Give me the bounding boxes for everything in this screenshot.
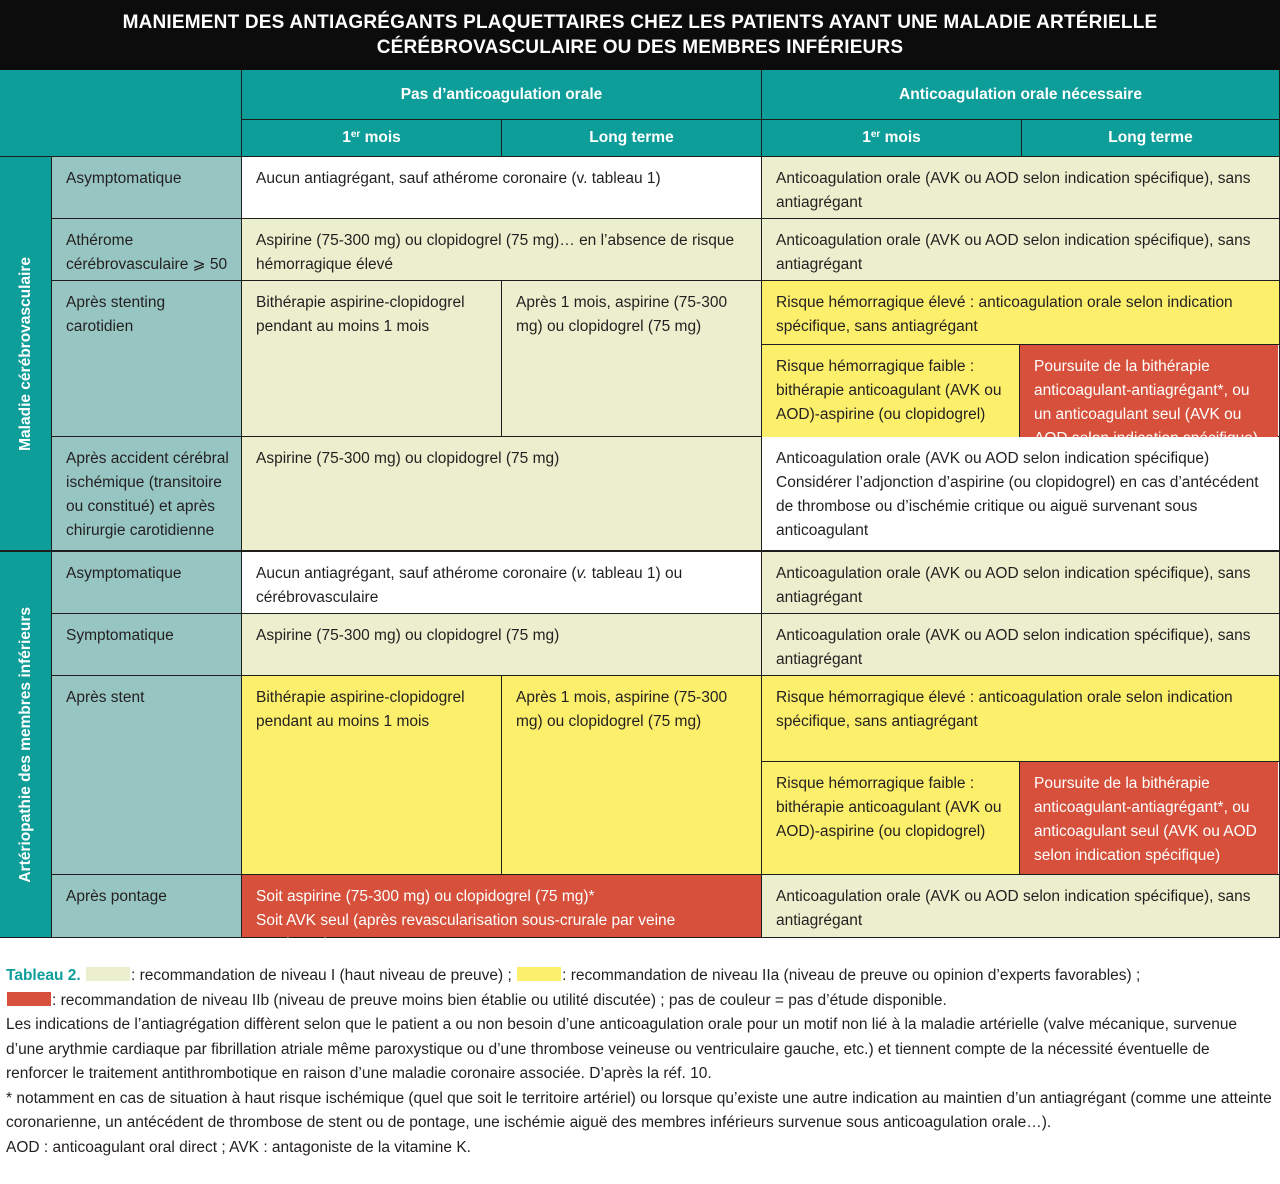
- legend-line-1: [6, 964, 1274, 989]
- cell-low-risk-long-term: Poursuite de la bithérapie anticoagulant-antiagrégant*, ou un anticoagulant seul (AVK ou: [1020, 345, 1278, 457]
- header-long-term-2: Long terme: [1022, 120, 1280, 157]
- corner-header: [0, 70, 242, 157]
- cell-anticoag: [762, 437, 1280, 552]
- row-label: Symptomatique: [52, 614, 242, 676]
- caption-footnote: * notamment en cas de situation à haut risque ischémique (quel que soit le territoire artériel) ou lorsque qu’existe une autre indication au maintien d’un antiagrégant (comme une atteinte coronarienne, un antécédent de thrombose de stent ou de pontage, une ischémie aiguë des membres inférieurs survenue sous anticoagulation orale…).: [6, 1089, 1272, 1131]
- cell-anticoag: Anticoagulation orale (AVK ou AOD selon indication spécifique), sans antiagrégant: [762, 552, 1280, 614]
- cell-anticoag: Anticoagulation orale (AVK ou AOD selon indication spécifique), sans antiagrégant: [762, 614, 1280, 676]
- cell-no-anticoag: Aspirine (75-300 mg) ou clopidogrel (75 mg): [242, 437, 762, 552]
- cell-low-risk-first-month: Risque hémorragique faible : bithérapie anticoagulant (AVK ou AOD)-aspirine (ou clopidogrel): [762, 345, 1020, 457]
- first-month-number: 1: [862, 129, 871, 146]
- section-label-limbs: [0, 552, 52, 938]
- row-label: Après accident cérébral ischémique (transitoire ou constitué) et après chirurgie carotidienne: [52, 437, 242, 552]
- table-title-line-2: CÉRÉBROVASCULAIRE OU DES MEMBRES INFÉRIEURS: [376, 37, 904, 58]
- table-title: [0, 0, 1280, 70]
- header-first-month-1: 1 $^{er}$ mois: [242, 120, 502, 157]
- level-iib-swatch: [7, 992, 51, 1006]
- legend-level-i: : recommandation de niveau I (haut niveau de preuve) ;: [130, 967, 512, 984]
- row-label: Asymptomatique: [52, 157, 242, 219]
- row-label: Asymptomatique: [52, 552, 242, 614]
- cell-first-month: Bithérapie aspirine-clopidogrel pendant au moins 1 mois: [242, 281, 502, 437]
- cell-no-anticoag: Aucun antiagrégant, sauf athérome coronaire (v. tableau 1): [242, 157, 762, 219]
- cell-text-part-1: Aucun antiagrégant, sauf athérome coronaire (: [256, 565, 577, 582]
- cell-long-term: Après 1 mois, aspirine (75-300 mg) ou clopidogrel (75 mg): [502, 676, 762, 875]
- cell-no-anticoag: [242, 552, 762, 614]
- header-long-term-1: Long terme: [502, 120, 762, 157]
- table-title-line-1: MANIEMENT DES ANTIAGRÉGANTS PLAQUETTAIRES CHEZ LES PATIENTS AYANT UNE MALADIE ARTÉRIELLE: [122, 12, 1158, 33]
- cell-high-bleeding-risk: Risque hémorragique élevé : anticoagulation orale selon indication spécifique, sans antiagrégant: [762, 281, 1279, 345]
- cell-anticoag-line-1: Anticoagulation orale (AVK ou AOD selon indication spécifique): [776, 450, 1210, 467]
- row-label: Athérome cérébrovasculaire ⩾ 50: [52, 219, 242, 281]
- recommendation-table: [0, 70, 1280, 958]
- cell-line-1: Soit aspirine (75-300 mg) ou clopidogrel (75 mg)*: [256, 888, 595, 905]
- cell-anticoag: Anticoagulation orale (AVK ou AOD selon indication spécifique), sans antiagrégant: [762, 875, 1280, 938]
- first-month-word: mois: [364, 129, 401, 146]
- first-month-word: mois: [884, 129, 921, 146]
- cell-anticoag-line-2: Considérer l’adjonction d’aspirine (ou clopidogrel) en cas d’antécédent de thrombose ou d’ischémie critique ou aiguë survenant sous anticoagulant: [776, 474, 1259, 539]
- cell-long-term: Après 1 mois, aspirine (75-300 mg) ou clopidogrel (75 mg): [502, 281, 762, 437]
- cell-text-part-2: tableau 1) ou cérébrovasculaire: [256, 565, 683, 606]
- cell-low-risk-long-term: Poursuite de la bithérapie anticoagulant-antiagrégant*, ou anticoagulant seul (AVK ou AOD selon indication spécifique): [1020, 762, 1278, 874]
- cell-anticoag-split: [762, 676, 1280, 875]
- first-month-number: 1: [342, 129, 351, 146]
- cell-line-2: Soit AVK seul (après revascularisation sous-crurale par veine autologue): [256, 912, 676, 953]
- header-no-anticoag: Pas d’anticoagulation orale: [242, 70, 762, 120]
- level-i-swatch: [86, 967, 130, 981]
- table-number: Tableau 2.: [6, 967, 81, 984]
- header-first-month-2: 1 $^{er}$ mois: [762, 120, 1022, 157]
- legend-line-2: [6, 989, 1274, 1014]
- low-risk-split: [762, 762, 1279, 874]
- cell-text-italic-v: v.: [576, 565, 588, 582]
- cell-anticoag: Anticoagulation orale (AVK ou AOD selon indication spécifique), sans antiagrégant: [762, 219, 1280, 281]
- cell-anticoag-split: [762, 281, 1280, 437]
- header-anticoag: Anticoagulation orale nécessaire: [762, 70, 1280, 120]
- cell-anticoag: Anticoagulation orale (AVK ou AOD selon indication spécifique), sans antiagrégant: [762, 157, 1280, 219]
- cell-no-anticoag: Aspirine (75-300 mg) ou clopidogrel (75 mg)… en l’absence de risque hémorragique élevé: [242, 219, 762, 281]
- caption-abbreviations: AOD : anticoagulant oral direct ; AVK : antagoniste de la vitamine K.: [6, 1138, 471, 1156]
- section-label-cerebro-text: Maladie cérébrovasculaire: [16, 256, 34, 451]
- cell-no-anticoag: Aspirine (75-300 mg) ou clopidogrel (75 mg): [242, 614, 762, 676]
- legend-level-iia: : recommandation de niveau IIa (niveau de preuve ou opinion d’experts favorables) ;: [562, 967, 1141, 984]
- row-label: Après stenting carotidien: [52, 281, 242, 437]
- row-label: Après stent: [52, 676, 242, 875]
- cell-no-anticoag: [242, 875, 762, 953]
- level-iia-swatch: [517, 967, 561, 981]
- caption-paragraph-1: Les indications de l’antiagrégation diffèrent selon que le patient a ou non besoin d’une anticoagulation orale pour un motif non lié à la maladie artérielle (valve mécanique, survenue d’une arythmie cardiaque par fibrillation atriale même paroxystique ou d’une thrombose veineuse ou ventriculaire gauche, etc.) et tiennent compte de la nécessité éventuelle de renforcer le traitement antithrombotique en raison d’une maladie coronaire associée. D’après la réf. 10.: [6, 1016, 1238, 1082]
- legend-level-iib: : recommandation de niveau IIb (niveau de preuve moins bien établie ou utilité discutée) ; pas de couleur = pas d’étude disponible.: [52, 991, 947, 1009]
- section-label-cerebro: [0, 157, 52, 552]
- cell-high-bleeding-risk: Risque hémorragique élevé : anticoagulation orale selon indication spécifique, sans antiagrégant: [762, 676, 1279, 762]
- section-label-limbs-text: Artériopathie des membres inférieurs: [16, 606, 34, 883]
- table-caption: [0, 958, 1280, 1160]
- cell-low-risk-first-month: Risque hémorragique faible : bithérapie anticoagulant (AVK ou AOD)-aspirine (ou clopidogrel): [762, 762, 1020, 874]
- cell-first-month: Bithérapie aspirine-clopidogrel pendant au moins 1 mois: [242, 676, 502, 875]
- row-label: Après pontage: [52, 875, 242, 938]
